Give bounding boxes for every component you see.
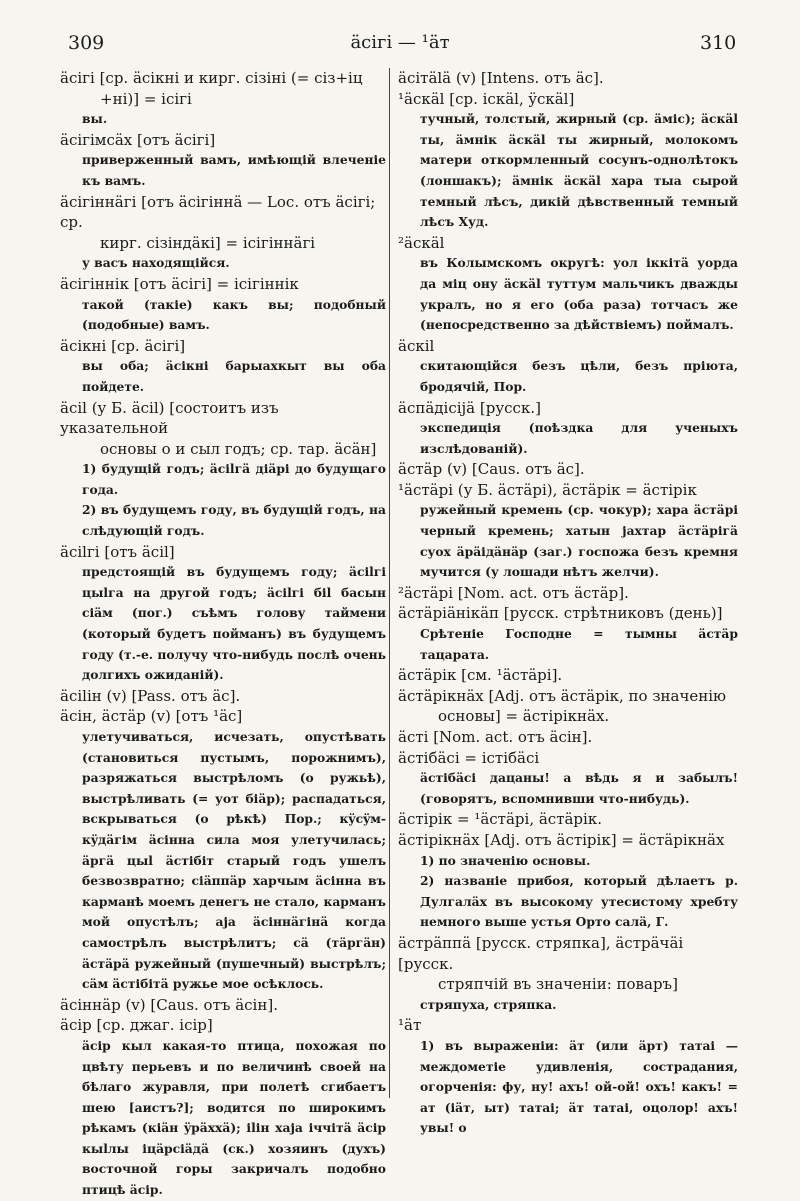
entry-headword: ¹äскäl [ср. іскäl, ÿскäl]	[398, 89, 575, 108]
running-title: äсігі — ¹äт	[350, 32, 450, 53]
entry-headword: ²äскäl	[398, 233, 445, 252]
entry-headword: äстірікнäх [Adj. отъ äстірік] = äстäрікнäх	[398, 830, 725, 849]
entry-headword: ¹äт	[398, 1016, 422, 1035]
entry-headword: äсітälä (v) [Intens. отъ äс].	[398, 69, 604, 87]
entry-headword: äскіl	[398, 336, 435, 355]
entry-headword: äстäріäнікäп [русск. стрѣтниковъ (день)]	[398, 604, 723, 623]
entry-headword: äсігіннік [отъ äсігі] = ісігіннік	[60, 274, 299, 293]
entry-definition: äсір кыл какая-то птица, похожая по цвѣту перьевъ и по величинѣ своей на бѣлаго журавля, при полетѣ сгибаетъ шею [аистъ?]; водится по широкимъ рѣкамъ (кіäн ÿрäххä); іlін хаја іччітä äсір кыlлы іцäрсіäдä (ск.) хозяинъ (духъ) восточной горы закричалъ подобно птицѣ äсір.	[82, 1037, 386, 1198]
page-number-left: 309	[68, 32, 105, 54]
right-column	[398, 68, 738, 1136]
entry-definition: Срѣтеніе Господне = тымны äстäр тацарата.	[420, 626, 738, 662]
entry-headword: äстäр (v) [Caus. отъ äс].	[398, 460, 585, 479]
entry-definition: стряпуха, стряпка.	[420, 996, 557, 1012]
entry-definition: предстоящій въ будущемъ году; äсіlгі цыlга на другой годъ; äсіlгі біl басын сіäм (пог.) съѣмъ голову таймени (который будетъ пойманъ) въ будущемъ году (т.-е. получу что-нибудь послѣ очень долгихъ ожиданій).	[82, 564, 386, 683]
entry-definition: экспедиція (поѣздка для ученыхъ изслѣдованій).	[420, 420, 738, 456]
entry-definition: скитающійся безъ цѣли, безъ пріюта, бродячій, Пор.	[420, 358, 738, 394]
entry-headword: äспäдісіjä [русск.]	[398, 398, 541, 417]
column-divider	[389, 68, 390, 1098]
entry-headword: äстäрікнäх [Adj. отъ äстäрік, по значенію	[398, 686, 727, 705]
entry-headword: äсіlгі [отъ äсіl]	[60, 542, 175, 561]
entry-definition: 1) въ выраженіи: äт (или äрт) татаі — междометіе удивленія, сострадания, огорченія: фу, ну! ахъ! ой-ой! охъ! какъ! = ат (іäт, ыт) татаі; äт татаі, оцолор! ахъ! увы! о	[420, 1037, 738, 1136]
entry-continuation: кирг. сізіндäкі] = ісігіннäгі	[100, 233, 316, 252]
page-number-right: 310	[700, 32, 737, 54]
entry-headword: äсті [Nom. act. отъ äсін].	[398, 728, 593, 746]
entry-headword: äсігімсäх [отъ äсігі]	[60, 130, 216, 149]
entry-headword: ¹äстäрі (у Б. äстäрі), äстäрік = äстірік	[398, 480, 697, 499]
left-column	[60, 68, 386, 1198]
entry-definition: äстібäсі дацаны! а вѣдь я и забылъ! (говорятъ, вспомнивши что-нибудь).	[420, 770, 738, 806]
entry-headword: äсіl (у Б. äсіl) [состоитъ изъ указательной	[60, 398, 279, 438]
entry-headword: äсір [ср. джаг. ісір]	[60, 1016, 213, 1035]
entry-definition: ружейный кремень (ср. чокур); хара äстäрі черный кремень; хатын јахтар äстäрігä суох äрäідäнäр (заг.) госпожа безъ кремня мучится (у лошади нѣтъ желчи).	[420, 502, 738, 580]
entry-headword: äстäрік [см. ¹äстäрі].	[398, 666, 563, 685]
entry-headword: äсігі [ср. äсікні и кирг. сізіні (= сіз+іц	[60, 69, 363, 87]
entry-headword: ²äстäрі [Nom. act. отъ äстäр].	[398, 583, 629, 602]
entry-headword: äсіннäр (v) [Caus. отъ äсін].	[60, 995, 278, 1014]
entry-definition: приверженный вамъ, имѣющій влеченіе къ вамъ.	[82, 152, 386, 188]
entry-headword: äсін, äстäр (v) [отъ ¹äс]	[60, 707, 243, 726]
entry-headword: äсіlін (v) [Pass. отъ äс].	[60, 686, 241, 705]
entry-headword: äсікні [ср. äсігі]	[60, 336, 186, 355]
entry-definition: улетучиваться, исчезать, опустѣвать (становиться пустымъ, порожнимъ), разряжаться выстрѣломъ (о ружьѣ), выстрѣливать (= уот біäр); распадаться, вскрываться (о рѣкѣ) Пор.; кÿсÿм-кÿдäгім äсінна сила моя улетучилась; äргä цыl äстібіт старый годъ ушелъ безвозвратно; сіäппäр харчым äсінна въ карманѣ моемъ денегъ не стало, карманъ мой опустѣлъ; аја äсіннäгінä когда самострѣлъ выстрѣлитъ; сä (тäргäн) äстäрä ружейный (пушечный) выстрѣлъ; сäм äстібітä ружье мое осѣклось.	[82, 729, 386, 992]
entry-continuation: стряпчій въ значеніи: поваръ]	[438, 975, 678, 994]
entry-definition: у васъ находящійся.	[82, 255, 230, 271]
entry-headword: äстрäппä [русск. стряпка], äстрäчäі [русск.	[398, 933, 684, 973]
entry-definition: 2) въ будущемъ году, въ будущій годъ, на слѣдующій годъ.	[82, 502, 386, 539]
entry-headword: äстібäсі = істібäсі	[398, 748, 540, 767]
entry-definition: 2) названіе прибоя, который дѣлаетъ р. Дулгалäх въ высокому утесистому хребту немного выше устья Орто салä, Г.	[420, 873, 738, 930]
entry-headword: äстірік = ¹äстäрі, äстäрік.	[398, 810, 602, 829]
page-header	[0, 32, 800, 58]
entry-definition: тучный, толстый, жирный (ср. äміс); äскäl ты, äмнік äскäl ты жирный, молокомъ матери откормленный сосунъ-однолѣтокъ (лоншакъ); äмнік äскäl хара тыа сырой темный лѣсъ, дикій дѣвственный темный лѣсъ Худ.	[420, 111, 738, 230]
entry-continuation: +ні)] = ісігі	[100, 89, 192, 108]
entry-definition: въ Колымскомъ округѣ: уол іккітä уорда да міц ону äскäl туттум мальчикъ дважды укралъ, но я его (оба раза) тотчасъ же (непосредственно за дѣйствіемъ) поймалъ.	[420, 255, 738, 333]
entry-definition: вы.	[82, 111, 108, 127]
entry-headword: äсігіннäгі [отъ äсігіннä — Loc. отъ äсігі; ср.	[60, 192, 376, 232]
entry-continuation: основы о и сыл годъ; ср. тар. äсäн]	[100, 439, 377, 458]
entry-continuation: основы] = äстірікнäх.	[438, 707, 610, 726]
entry-definition: 1) по значенію основы.	[420, 852, 591, 868]
entry-definition: вы оба; äсікні барыахкыт вы оба пойдете.	[82, 358, 386, 394]
entry-definition: 1) будущій годъ; äсіlгä діäрі до будущаго года.	[82, 461, 386, 497]
entry-definition: такой (такіе) какъ вы; подобный (подобные) вамъ.	[82, 296, 386, 333]
